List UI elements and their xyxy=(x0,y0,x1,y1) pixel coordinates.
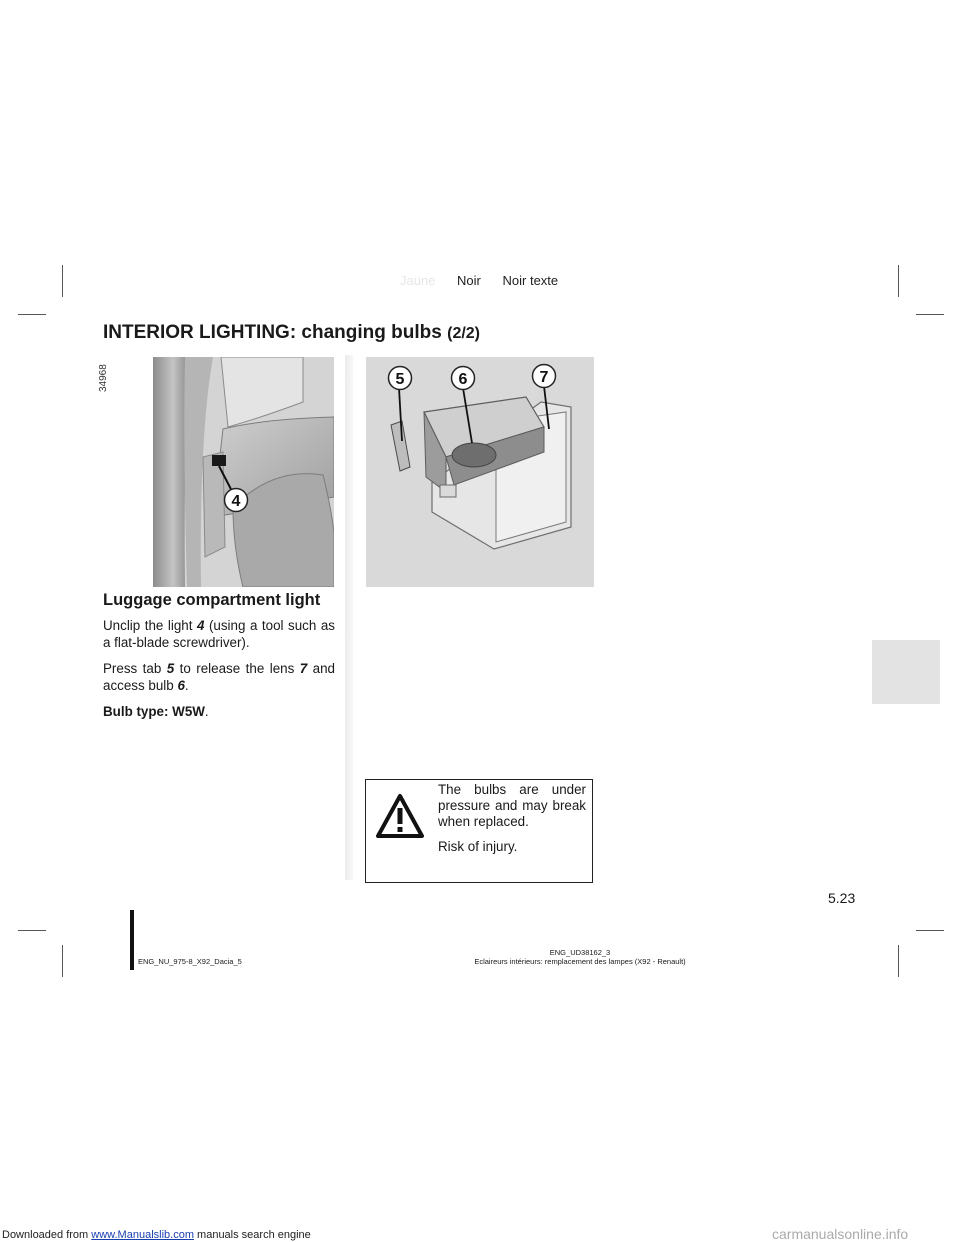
callout-5 xyxy=(387,365,413,391)
watermark: carmanualsonline.info xyxy=(772,1226,909,1242)
callout-6-label: 6 xyxy=(458,371,468,388)
crop-mark xyxy=(916,314,944,315)
text-run: (using a tool such as a flat-blade screwdriver). xyxy=(103,618,335,650)
lamp-unit-drawing xyxy=(366,357,594,587)
color-label-noir: Noir xyxy=(457,273,481,288)
footer-right-line1: ENG_UD38162_3 xyxy=(549,948,611,957)
bulb-type-label: Bulb type: W5W xyxy=(103,704,205,719)
luggage-light-section xyxy=(103,592,335,729)
warning-line-1: The bulbs are under pressure and may break when replaced. xyxy=(438,782,586,829)
column-divider xyxy=(345,355,353,880)
callout-4-label: 4 xyxy=(231,493,241,510)
footer-right xyxy=(470,948,690,966)
callout-7-label: 7 xyxy=(539,369,549,386)
footer-right-line2: Eclaireurs intérieurs: remplacement des lampes (X92 - Renault) xyxy=(474,957,686,966)
color-labels xyxy=(400,273,576,288)
ref-7: 7 xyxy=(299,661,308,676)
page-title xyxy=(103,322,480,344)
crop-mark xyxy=(916,930,944,931)
text-run: Press tab xyxy=(103,661,167,676)
warning-box xyxy=(365,779,593,883)
footer-left: ENG_NU_975-8_X92_Dacia_5 xyxy=(138,957,242,966)
color-label-noir-texte: Noir texte xyxy=(502,273,559,288)
banner-prefix: Downloaded from xyxy=(2,1229,92,1241)
crop-mark xyxy=(898,265,899,297)
page-title-sub: (2/2) xyxy=(447,325,481,342)
instruction-unclip xyxy=(103,617,335,651)
warning-line-2: Risk of injury. xyxy=(438,839,518,854)
text-run: Unclip the light xyxy=(103,618,197,633)
ref-6: 6 xyxy=(177,678,185,693)
luggage-compartment-figure xyxy=(153,357,334,587)
text-run: and access bulb xyxy=(103,661,335,693)
warning-triangle-icon xyxy=(375,793,425,839)
page-title-main: INTERIOR LIGHTING: changing bulbs xyxy=(103,322,442,343)
text-run: to release the lens xyxy=(174,661,300,676)
bulb-type xyxy=(103,703,335,720)
ref-5: 5 xyxy=(166,661,175,676)
section-heading: Luggage compartment light xyxy=(103,591,321,609)
margin-bar xyxy=(130,910,134,970)
callout-6 xyxy=(450,365,476,391)
crop-mark xyxy=(898,945,899,977)
instruction-press-tab xyxy=(103,660,335,694)
download-banner xyxy=(2,1229,311,1241)
text-run: . xyxy=(204,704,209,719)
lamp-unit-figure xyxy=(366,357,594,587)
callout-5-label: 5 xyxy=(395,371,405,388)
figure-id-left: 34968 xyxy=(98,364,109,392)
text-run: . xyxy=(184,678,189,693)
ref-4: 4 xyxy=(196,618,205,633)
warning-text xyxy=(438,782,586,864)
manualslib-link[interactable]: www.Manualslib.com xyxy=(91,1229,194,1241)
luggage-compartment-drawing xyxy=(153,357,334,587)
crop-mark xyxy=(18,930,46,931)
crop-mark xyxy=(18,314,46,315)
crop-mark xyxy=(62,265,63,297)
crop-mark xyxy=(62,945,63,977)
color-label-jaune: Jaune xyxy=(400,273,436,288)
callout-4 xyxy=(223,487,249,513)
chapter-tab xyxy=(872,640,940,704)
callout-7 xyxy=(531,363,557,389)
page-number: 5.23 xyxy=(828,890,856,906)
luggage-light xyxy=(212,455,226,466)
banner-suffix: manuals search engine xyxy=(193,1229,311,1241)
